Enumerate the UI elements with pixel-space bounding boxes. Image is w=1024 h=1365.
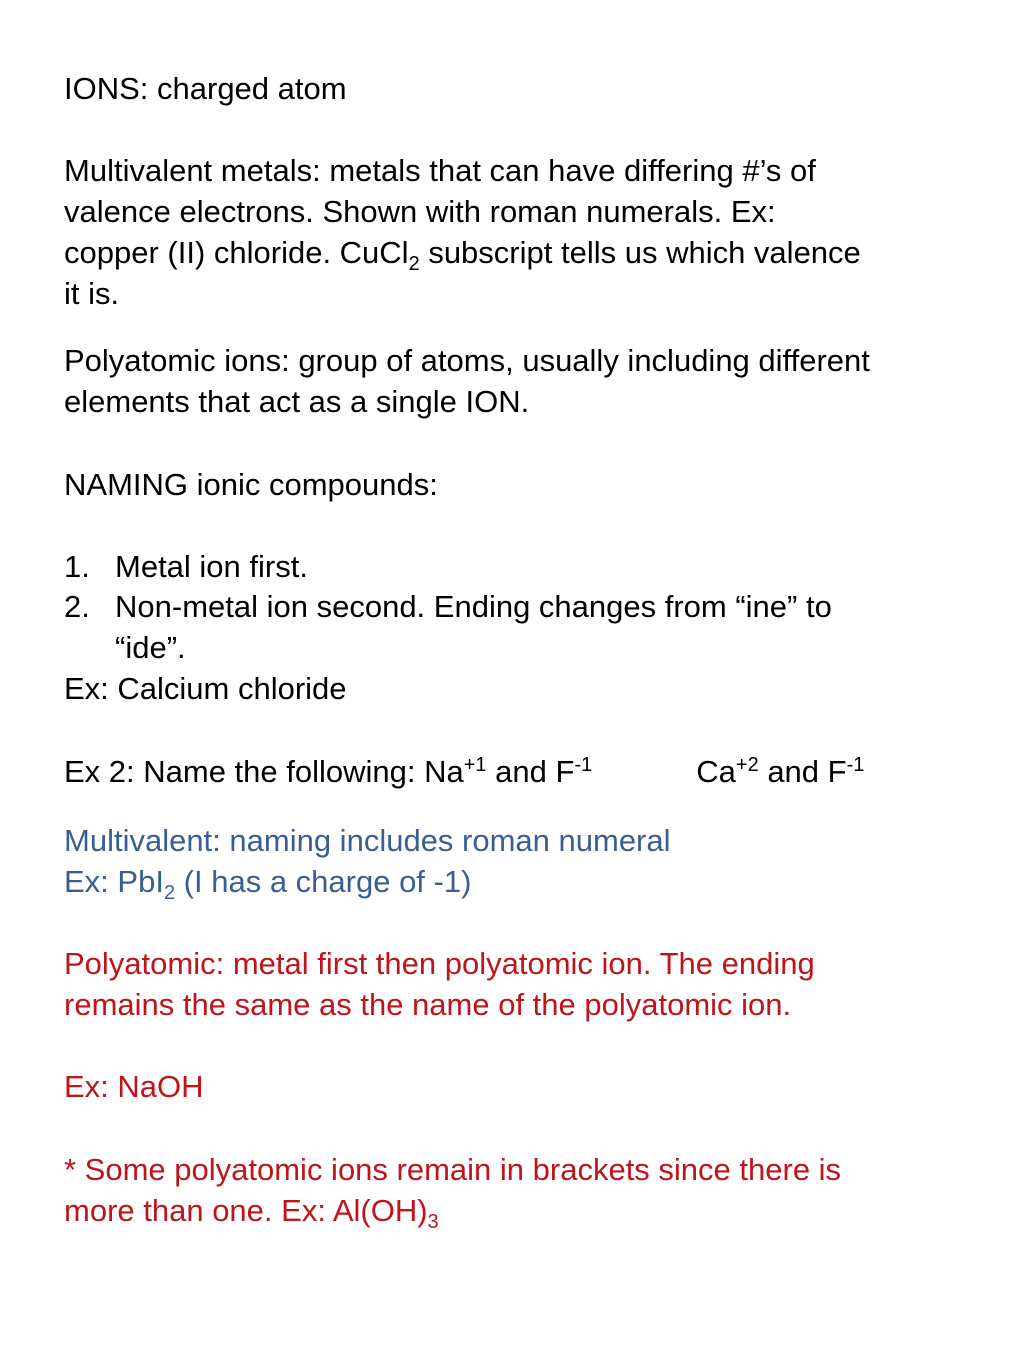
polyatomic-note-line-2 [64, 1190, 439, 1231]
pbi2-text: Ex: PbI [64, 864, 164, 899]
naming-step-1 [64, 546, 308, 587]
ex2-and-1: and F [486, 754, 575, 789]
multivalent-line-1: Multivalent metals: metals that can have differing #’s of [64, 153, 816, 188]
naming-heading: NAMING ionic compounds: [64, 467, 438, 502]
multivalent-line-3 [64, 232, 861, 273]
step-text: Non-metal ion second. Ending changes from “ine” to [115, 589, 832, 624]
step-text: Metal ion first. [115, 549, 308, 584]
aloh3-text: more than one. Ex: Al(OH) [64, 1193, 428, 1228]
ions-definition: IONS: charged atom [64, 71, 347, 106]
polyatomic-naming-example: Ex: NaOH [64, 1069, 204, 1104]
step-number: 1. [64, 549, 90, 584]
pbi2-note: (I has a charge of -1) [175, 864, 472, 899]
naming-step-2 [64, 586, 832, 627]
naming-step-2-continuation: “ide”. [115, 630, 186, 665]
aloh3-subscript: 3 [427, 1211, 439, 1233]
multivalent-naming-line-2 [64, 861, 471, 902]
polyatomic-naming-line-2: remains the same as the name of the polyatomic ion. [64, 987, 792, 1022]
f-charge-1: -1 [574, 754, 593, 776]
f-charge-2: -1 [846, 754, 865, 776]
na-charge: +1 [463, 754, 487, 776]
polyatomic-note-line-1: * Some polyatomic ions remain in brackets since there is [64, 1152, 842, 1187]
ex2-and-2: and F [758, 754, 847, 789]
multivalent-line-2: valence electrons. Shown with roman numerals. Ex: [64, 194, 776, 229]
step-number: 2. [64, 589, 90, 624]
naming-example: Ex: Calcium chloride [64, 671, 347, 706]
multivalent-naming-line-1: Multivalent: naming includes roman numeral [64, 823, 671, 858]
ex2-lead: Ex 2: Name the following: Na [64, 754, 464, 789]
ex2-ca: Ca [696, 754, 736, 789]
cucl2-subscript: 2 [408, 253, 420, 275]
ca-charge: +2 [735, 754, 759, 776]
polyatomic-naming-line-1: Polyatomic: metal first then polyatomic ion. The ending [64, 946, 815, 981]
multivalent-line-3-text: copper (II) chloride. CuCl [64, 235, 409, 270]
multivalent-line-4: it is. [64, 276, 120, 311]
polyatomic-line-1: Polyatomic ions: group of atoms, usually including different [64, 343, 870, 378]
ex2-line [64, 751, 864, 792]
polyatomic-line-2: elements that act as a single ION. [64, 384, 530, 419]
pbi2-subscript: 2 [163, 882, 176, 904]
multivalent-line-3-rest: subscript tells us which valence [419, 235, 861, 270]
